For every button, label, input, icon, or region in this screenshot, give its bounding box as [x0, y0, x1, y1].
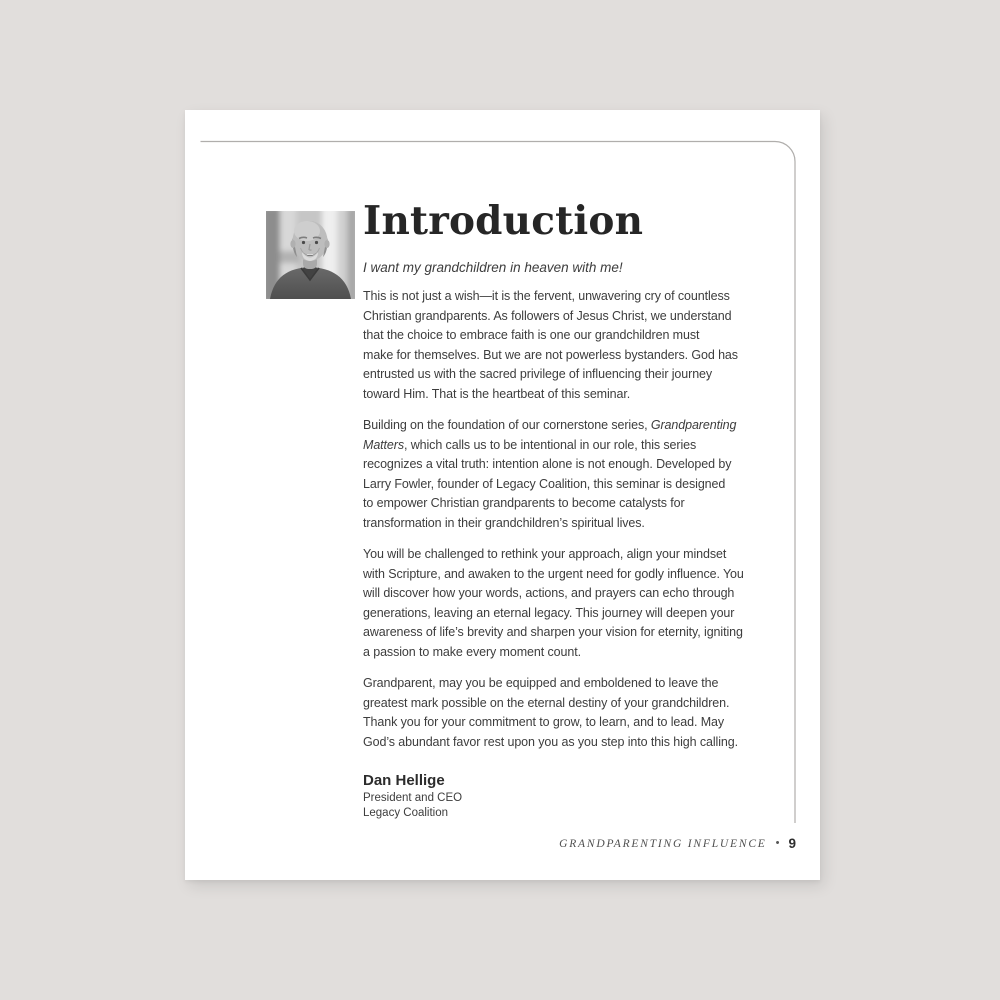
- paragraph-1: This is not just a wish—it is the fervent, unwavering cry of countless Christian grandparents. As followers of Jesus Christ, we understand that the choice to embrace faith is one our grandchildren must make for themselves. But we are not powerless bystanders. God has entrusted us with the sacred privilege of influencing their journey toward Him. That is the heartbeat of this seminar.: [363, 289, 738, 401]
- signature-org: Legacy Coalition: [363, 807, 449, 819]
- page-number: 9: [788, 836, 796, 851]
- signature-role: President and CEO: [363, 792, 463, 804]
- chapter-content: [363, 198, 773, 821]
- footer-bullet-separator: •: [775, 837, 780, 849]
- page-footer: [559, 836, 796, 851]
- author-portrait-photo: [266, 211, 355, 299]
- portrait-illustration: [266, 211, 355, 299]
- paragraph-2: Building on the foundation of our cornerstone series, Grandparenting Matters, which calls us to be intentional in our role, this series recognizes a vital truth: intention alone is not enough. Developed by Larry Fowler, founder of Legacy Coalition, this seminar is designed to empower Christian grandparents to become catalysts for transformation in their grandchildren’s spiritual lives.: [363, 418, 737, 530]
- paragraph-3: You will be challenged to rethink your approach, align your mindset with Scripture, and awaken to the urgent need for godly influence. You will discover how your words, actions, and prayers can echo through generations, leaving an eternal legacy. This journey will deepen your awareness of life’s brevity and sharpen your vision for eternity, igniting a passion to make every moment count.: [363, 547, 744, 659]
- chapter-epigraph: I want my grandchildren in heaven with me!: [363, 260, 623, 275]
- running-title: GRANDPARENTING INFLUENCE: [559, 837, 767, 850]
- chapter-title: Introduction: [363, 198, 644, 244]
- book-page: [185, 110, 820, 880]
- signature-name: Dan Hellige: [363, 772, 445, 789]
- paragraph-4: Grandparent, may you be equipped and emboldened to leave the greatest mark possible on the eternal destiny of your grandchildren. Thank you for your commitment to grow, to learn, and to lead. May God’s abundant favor rest upon you as you step into this high calling.: [363, 676, 738, 749]
